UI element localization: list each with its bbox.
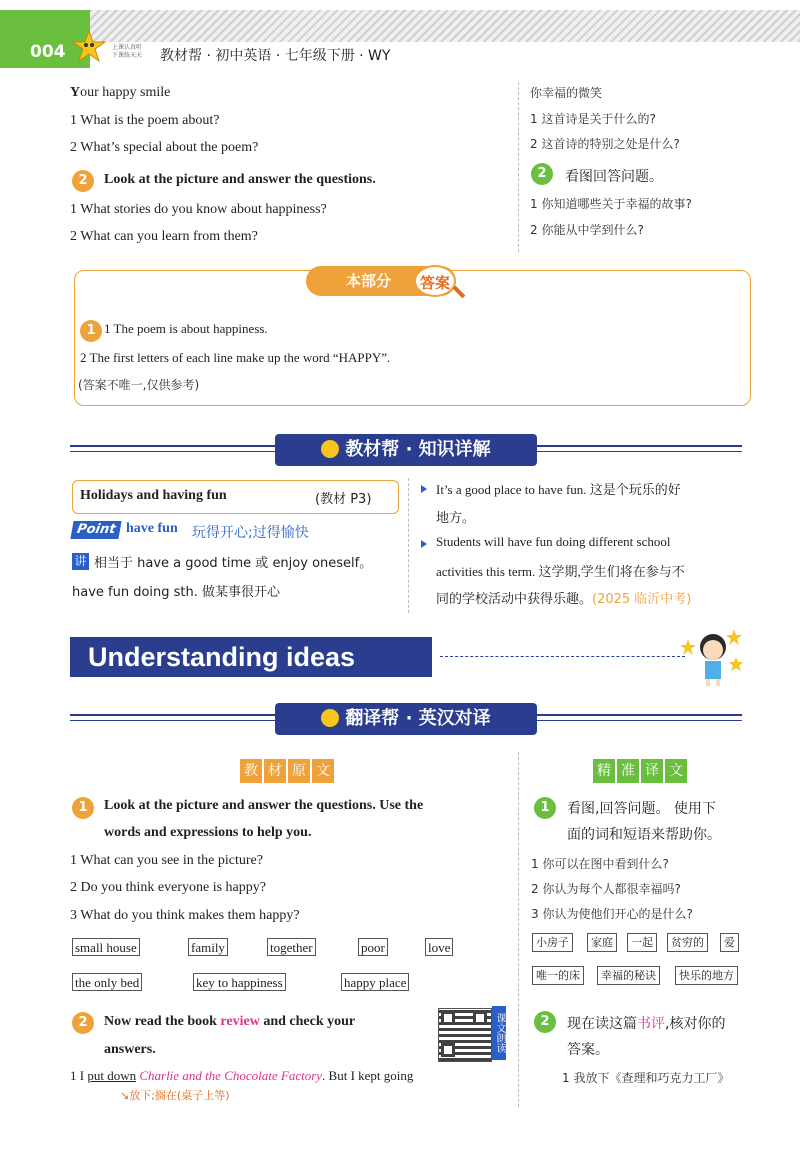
example-2-source: (2025 临沂中考): [592, 592, 692, 607]
explain-line-2: have fun doing sth. 做某事很开心: [72, 585, 281, 600]
explain-tag: 讲: [72, 553, 89, 570]
section-title-char: 译: [641, 759, 663, 783]
translate-line-right: [537, 714, 742, 716]
keyword-box: the only bed: [72, 973, 142, 991]
banner-line-left-thin: [70, 451, 275, 452]
book-title: 教材帮 · 初中英语 · 七年级下册 · WY: [160, 48, 391, 64]
task-2-read-post: and check your: [259, 1014, 356, 1029]
translate-line-left-thin: [70, 720, 275, 721]
task-1-line-1-cn: 看图,回答问题。 使用下: [567, 801, 716, 817]
header-slogan: [112, 44, 152, 60]
answer-2: 2 The first letters of each line make up the word “HAPPY”.: [80, 350, 391, 365]
text-line-1-phrase: put down: [87, 1068, 137, 1083]
task-1-line-1: Look at the picture and answer the questions. Use the: [104, 798, 424, 813]
section-title-char: 文: [665, 759, 687, 783]
poem-title-dropcap: Y: [70, 85, 81, 100]
task-2-badge-cn: 2: [531, 163, 553, 185]
translate-line-right-thin: [537, 720, 742, 721]
slogan-line-2: 下课练天天: [112, 52, 143, 59]
task-2-read-line-1: [104, 1014, 355, 1030]
task-2-read-pre: Now read the book: [104, 1014, 221, 1029]
task-2-title-cn: 看图回答问题。: [565, 169, 663, 185]
qr-corner: [441, 1043, 455, 1057]
poem-question-1: 1 What is the poem about?: [70, 113, 220, 128]
qr-corner: [441, 1011, 455, 1025]
answer-1: 1 The poem is about happiness.: [104, 321, 268, 336]
task-2-title: Look at the picture and answer the questions.: [104, 172, 376, 187]
task-1-question-3: 3 What do you think makes them happy?: [70, 908, 300, 923]
column-divider-top: [518, 82, 519, 252]
keyword-box-cn: 家庭: [587, 933, 617, 952]
banner-line-left: [70, 445, 275, 447]
knowledge-box-ref: (教材 P3): [315, 492, 372, 507]
point-phrase: have fun: [126, 521, 178, 536]
gloss-note-text: 放下;搁在(桌子上等): [129, 1089, 230, 1102]
section-title-char: 教: [240, 759, 262, 783]
section-title-char: 精: [593, 759, 615, 783]
keyword-box: family: [188, 938, 228, 956]
task-1-line-2-cn: 面的词和短语来帮助你。: [567, 827, 721, 843]
section-title-char: 准: [617, 759, 639, 783]
lightbulb-icon: [321, 440, 339, 458]
point-label: Point: [70, 521, 122, 539]
text-line-1-book-title: Charlie and the Chocolate Factory: [139, 1068, 323, 1083]
banner-line-right-thin: [537, 451, 742, 452]
poem-title: [70, 84, 170, 102]
keyword-box: key to happiness: [193, 973, 286, 991]
keyword-box-cn: 小房子: [532, 933, 573, 952]
lightbulb-icon: [321, 709, 339, 727]
qr-corner: [473, 1011, 487, 1025]
understanding-ideas-banner: Understanding ideas: [70, 637, 432, 677]
page-number: 004: [30, 42, 66, 62]
task-2-read-line-1-cn: [567, 1013, 725, 1033]
text-line-1-cn: 1 我放下《查理和巧克力工厂》: [562, 1071, 730, 1085]
keyword-box: poor: [358, 938, 388, 956]
answer-note: (答案不唯一,仅供参考): [78, 378, 200, 392]
column-divider-bottom: [518, 752, 519, 1107]
task-1-question-1-cn: 1 你可以在图中看到什么?: [531, 857, 669, 871]
task-2-question-1-cn: 1 你知道哪些关于幸福的故事?: [530, 197, 692, 211]
answer-badge: 1: [80, 320, 102, 342]
understanding-dashed-line: [440, 656, 685, 658]
star-mascot-icon: [72, 30, 106, 64]
keyword-box-cn: 贫穷的: [667, 933, 708, 952]
task-1-question-1: 1 What can you see in the picture?: [70, 853, 263, 868]
keyword-box: happy place: [341, 973, 409, 991]
girl-mascot-icon: [680, 625, 744, 687]
task-2-read-highlight-cn: 书评: [637, 1016, 665, 1032]
keyword-box: love: [425, 938, 453, 956]
task-2-question-2: 2 What can you learn from them?: [70, 229, 258, 244]
task-1-question-2-cn: 2 你认为每个人都很幸福吗?: [531, 882, 681, 896]
task-2-read-post-cn: ,核对你的: [665, 1016, 726, 1032]
task-2-question-1: 1 What stories do you know about happiness?: [70, 202, 327, 217]
poem-question-2-cn: 2 这首诗的特别之处是什么?: [530, 137, 680, 151]
task-1-line-2: words and expressions to help you.: [104, 825, 312, 840]
task-1-badge: 1: [72, 797, 94, 819]
task-2-read-highlight: review: [220, 1014, 260, 1029]
header-stripe: [90, 10, 800, 42]
bullet-arrow-icon: [421, 540, 427, 548]
section-title-char: 文: [312, 759, 334, 783]
text-line-1-rest: . But I kept going: [322, 1068, 414, 1083]
task-2-read-pre-cn: 现在读这篇: [567, 1016, 637, 1032]
qr-code-icon[interactable]: [438, 1008, 492, 1062]
translate-line-left: [70, 714, 275, 716]
knowledge-banner: [275, 434, 537, 466]
page-header: [0, 0, 800, 78]
keyword-box-cn: 快乐的地方: [675, 966, 738, 985]
keyword-box: small house: [72, 938, 140, 956]
task-2-read-badge-cn: 2: [534, 1011, 556, 1033]
task-1-question-3-cn: 3 你认为使他们开心的是什么?: [531, 907, 693, 921]
slogan-line-1: 上课认真听: [112, 44, 143, 51]
task-2-badge: 2: [72, 170, 94, 192]
translate-banner: [275, 703, 537, 735]
task-2-question-2-cn: 2 你能从中学到什么?: [530, 223, 644, 237]
section-title-translation: [593, 759, 689, 783]
section-title-original: [240, 759, 336, 783]
task-2-read-line-2: answers.: [104, 1042, 156, 1057]
keyword-box: together: [267, 938, 316, 956]
knowledge-banner-text: 教材帮 · 知识详解: [345, 439, 491, 460]
answer-tab-label: 本部分: [346, 272, 392, 290]
qr-label: 课文朗读: [492, 1006, 506, 1060]
task-1-question-2: 2 Do you think everyone is happy?: [70, 880, 266, 895]
keyword-box-cn: 爱: [720, 933, 739, 952]
example-2-line-1: Students will have fun doing different school: [436, 534, 671, 549]
column-divider-knowledge: [408, 478, 409, 613]
keyword-box-cn: 幸福的秘诀: [597, 966, 660, 985]
text-line-1: [70, 1068, 413, 1084]
section-title-char: 原: [288, 759, 310, 783]
poem-question-2: 2 What’s special about the poem?: [70, 140, 259, 155]
answer-tab-highlight: 答案: [414, 265, 456, 297]
poem-question-1-cn: 1 这首诗是关于什么的?: [530, 112, 656, 126]
poem-title-rest: our happy smile: [80, 85, 171, 100]
gloss-note: ↘放下;搁在(桌子上等): [120, 1089, 230, 1102]
example-2-line-3: [436, 588, 691, 607]
magnifier-handle-icon: [453, 286, 466, 299]
example-1-line-2: 地方。: [436, 511, 476, 526]
example-2-line-2: activities this term. 这学期,学生们将在参与不: [436, 564, 685, 579]
bullet-arrow-icon: [421, 485, 427, 493]
banner-line-right: [537, 445, 742, 447]
explain-line-1: 相当于 have a good time 或 enjoy oneself。: [94, 556, 373, 571]
keyword-box-cn: 唯一的床: [532, 966, 584, 985]
poem-title-cn: 你幸福的微笑: [530, 86, 603, 100]
task-2-read-line-2-cn: 答案。: [567, 1042, 609, 1058]
point-meaning: 玩得开心;过得愉快: [192, 525, 309, 541]
keyword-box-cn: 一起: [627, 933, 657, 952]
task-2-read-badge: 2: [72, 1012, 94, 1034]
section-title-char: 材: [264, 759, 286, 783]
translate-banner-text: 翻译帮 · 英汉对译: [345, 708, 491, 729]
example-1-line-1: It’s a good place to have fun. 这是个玩乐的好: [436, 482, 681, 497]
example-2-line-3-text: 同的学校活动中获得乐趣。: [436, 592, 593, 607]
text-line-1-num: 1 I: [70, 1068, 88, 1083]
answer-tab: [306, 262, 486, 298]
knowledge-box-title: Holidays and having fun: [80, 488, 227, 503]
task-1-badge-cn: 1: [534, 797, 556, 819]
